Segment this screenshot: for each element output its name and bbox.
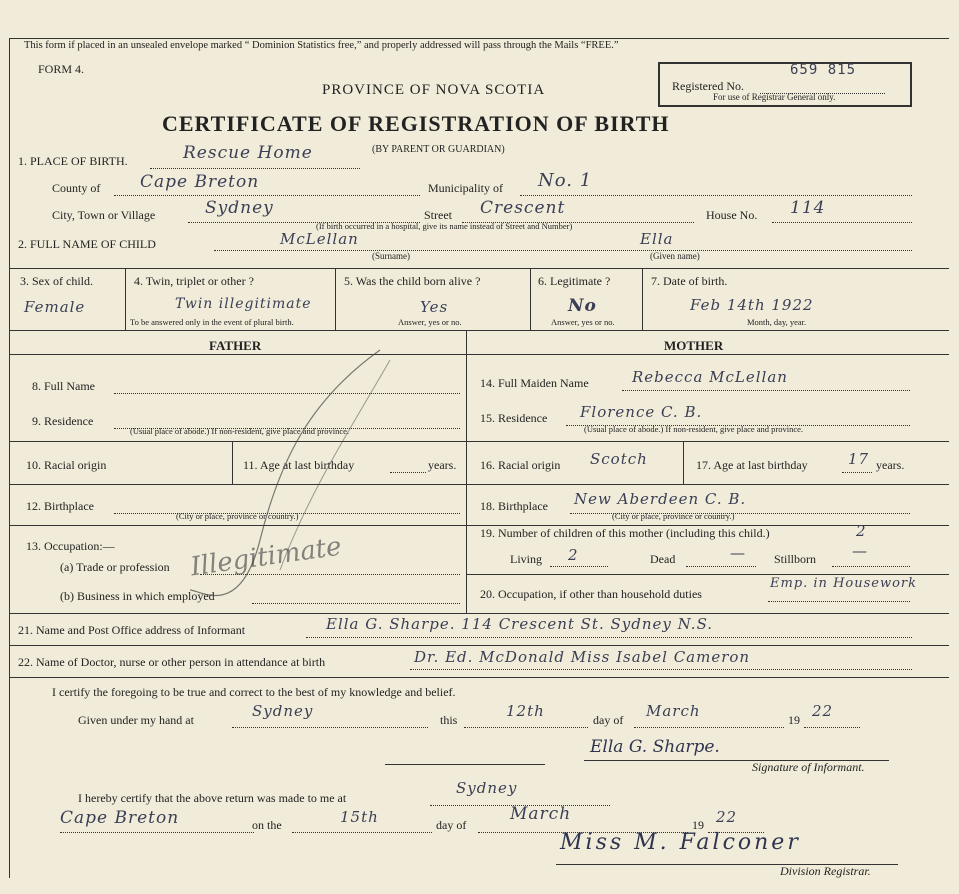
registrar-certify-text: I hereby certify that the above return was made to me at [78, 791, 347, 805]
mother-occupation-value: Emp. in Housework [770, 576, 918, 591]
father-residence-note: (Usual place of abode.) If non-resident, give place and province. [130, 426, 350, 436]
registrar-day: 15th [340, 808, 379, 826]
child-name-label: 2. FULL NAME OF CHILD [18, 237, 156, 251]
doctor-label: 22. Name of Doctor, nurse or other person in attendance at birth [18, 655, 326, 669]
municipality-value: No. 1 [538, 170, 593, 191]
row3-div3 [530, 268, 531, 330]
registrar-day-line [292, 832, 432, 833]
registrar-county-line [60, 832, 254, 833]
row3-div4 [642, 268, 643, 330]
child-given-name: Ella [640, 230, 674, 248]
illegitimate-stamp: Illegitimate [188, 531, 344, 583]
municipality-line [520, 195, 912, 196]
place-of-birth-value: Rescue Home [183, 143, 313, 163]
row3-div2 [335, 268, 336, 330]
place-of-birth-label: 1. PLACE OF BIRTH. [18, 154, 128, 168]
doctor-line [410, 669, 912, 670]
twin-note: To be answered only in the event of plural birth. [130, 317, 294, 327]
city-label: City, Town or Village [52, 208, 156, 222]
fm-divider [466, 330, 467, 613]
dead-label: Dead [650, 552, 676, 566]
father-birthplace-label: 12. Birthplace [26, 499, 94, 513]
registrar-month: March [510, 804, 572, 824]
top-border [9, 38, 949, 39]
given-month-line [634, 727, 784, 728]
living-label: Living [510, 552, 542, 566]
dayof-label-2: day of [436, 818, 467, 832]
mother-residence-label: 15. Residence [480, 411, 548, 425]
informant-label: 21. Name and Post Office address of Informant [18, 623, 246, 637]
father-scribble [160, 340, 420, 600]
row3-bottom [9, 330, 949, 331]
dead-line [686, 566, 756, 567]
section-divider [385, 764, 545, 765]
sex-label: 3. Sex of child. [20, 274, 93, 288]
given-month: March [646, 702, 701, 720]
certify-text: I certify the foregoing to be true and correct to the best of my knowledge and belief. [52, 685, 456, 699]
registered-label: Registered No. [672, 79, 744, 93]
given-caption: (Given name) [650, 251, 700, 261]
dob-value: Feb 14th 1922 [690, 296, 814, 314]
informant-value: Ella G. Sharpe. 114 Crescent St. Sydney N.S. [326, 615, 714, 633]
given-year-line [804, 727, 860, 728]
informant-signature-label: Signature of Informant. [752, 760, 865, 774]
mother-age-div [683, 441, 684, 484]
house-line [772, 222, 912, 223]
father-birthplace-note: (City or place, province or country.) [176, 511, 299, 521]
registered-number: 659 815 [790, 62, 857, 78]
legitimate-value: No [568, 296, 597, 316]
mother-age-value: 17 [848, 450, 870, 468]
mother-racial-label: 16. Racial origin [480, 458, 561, 472]
dayof-label-1: day of [593, 713, 624, 727]
doctor-top [9, 645, 949, 646]
surname-caption: (Surname) [372, 251, 410, 261]
certificate-title: CERTIFICATE OF REGISTRATION OF BIRTH [162, 111, 670, 136]
registrar-signature: Miss M. Falconer [560, 830, 801, 855]
street-label: Street [424, 208, 452, 222]
registrar-county: Cape Breton [60, 808, 180, 828]
certificate-subtitle: (BY PARENT OR GUARDIAN) [372, 144, 505, 155]
registrar-year: 22 [716, 808, 738, 826]
county-label: County of [52, 181, 101, 195]
house-value: 114 [790, 198, 826, 218]
mother-heading: MOTHER [664, 338, 724, 353]
hospital-note: (If birth occurred in a hospital, give its name instead of Street and Number) [316, 221, 573, 231]
alive-value: Yes [420, 298, 449, 316]
mother-residence-note: (Usual place of abode.) If non-resident, give place and province. [584, 424, 804, 434]
legitimate-label: 6. Legitimate ? [538, 274, 611, 288]
row3-top [9, 268, 949, 269]
left-border [9, 38, 10, 878]
legitimate-note: Answer, yes or no. [551, 317, 615, 327]
dob-note: Month, day, year. [747, 317, 807, 327]
alive-note: Answer, yes or no. [398, 317, 462, 327]
street-value: Crescent [480, 198, 566, 218]
father-trade-label: (a) Trade or profession [60, 560, 170, 574]
alive-label: 5. Was the child born alive ? [344, 274, 481, 288]
twin-label: 4. Twin, triplet or other ? [134, 274, 254, 288]
father-heading: FATHER [209, 338, 262, 353]
father-age-label: 11. Age at last birthday [243, 458, 355, 472]
city-value: Sydney [205, 198, 274, 218]
stillborn-label: Stillborn [774, 552, 817, 566]
father-residence-label: 9. Residence [32, 414, 94, 428]
father-business-label: (b) Business in which employed [60, 589, 215, 603]
form-number: FORM 4. [38, 62, 85, 76]
mother-maiden-value: Rebecca McLellan [632, 368, 788, 386]
mother-occupation-line [768, 601, 910, 602]
informant-signature: Ella G. Sharpe. [590, 737, 720, 757]
father-business-line [252, 603, 460, 604]
mother-racial-value: Scotch [590, 450, 648, 468]
mother-row-line [467, 441, 949, 442]
father-occupation-label: 13. Occupation:— [26, 539, 115, 553]
twin-value: Twin illegitimate [175, 296, 312, 312]
child-name-line [214, 250, 912, 251]
given-place-line [232, 727, 428, 728]
doctor-value: Dr. Ed. McDonald Miss Isabel Cameron [414, 648, 751, 666]
mother-residence-value: Florence C. B. [580, 403, 703, 421]
child-surname: McLellan [280, 230, 359, 248]
living-value: 2 [568, 546, 579, 564]
mother-occupation-label: 20. Occupation, if other than household duties [480, 587, 702, 601]
year-prefix-1: 19 [788, 713, 800, 727]
place-line [150, 168, 360, 169]
mother-birthplace-label: 18. Birthplace [480, 499, 548, 513]
mother-maiden-label: 14. Full Maiden Name [480, 376, 589, 390]
informant-top [9, 613, 949, 614]
father-years: years. [428, 458, 457, 472]
registrar-signature-label: Division Registrar. [780, 864, 871, 878]
mother-row-line2 [467, 484, 949, 485]
province-title: PROVINCE OF NOVA SCOTIA [322, 82, 546, 98]
this-label: this [440, 713, 458, 727]
living-line [550, 566, 608, 567]
dead-value: — [730, 544, 746, 562]
informant-line [306, 637, 912, 638]
row3-div1 [125, 268, 126, 330]
stillborn-line [832, 566, 910, 567]
county-value: Cape Breton [140, 172, 260, 192]
municipality-label: Municipality of [428, 181, 503, 195]
county-line [114, 195, 420, 196]
mother-age-label: 17. Age at last birthday [696, 458, 808, 472]
given-day: 12th [506, 702, 545, 720]
doctor-bottom [9, 677, 949, 678]
sex-value: Female [24, 298, 86, 316]
children-label: 19. Number of children of this mother (including this child.) [480, 526, 770, 540]
mother-row-line4 [467, 574, 949, 575]
mother-birthplace-value: New Aberdeen C. B. [574, 490, 747, 508]
house-label: House No. [706, 208, 758, 222]
father-name-label: 8. Full Name [32, 379, 95, 393]
mother-maiden-line [622, 390, 910, 391]
year-prefix-2: 19 [692, 818, 704, 832]
given-under-label: Given under my hand at [78, 713, 194, 727]
father-racial-label: 10. Racial origin [26, 458, 107, 472]
given-year: 22 [812, 702, 834, 720]
fm-underline-right [467, 354, 949, 355]
stillborn-value: — [852, 542, 868, 560]
mother-years: years. [876, 458, 905, 472]
mail-notice: This form if placed in an unsealed envelope marked “ Dominion Statistics free,” and properly addressed will pass through the Mails “FREE.” [24, 40, 619, 51]
given-place: Sydney [252, 702, 314, 720]
mother-birthplace-note: (City or place, province or country.) [612, 511, 735, 521]
registered-note: For use of Registrar General only. [713, 92, 836, 102]
on-the-label: on the [252, 818, 282, 832]
given-day-line [464, 727, 588, 728]
dob-label: 7. Date of birth. [651, 274, 728, 288]
mother-age-line [842, 472, 872, 473]
registrar-place: Sydney [456, 779, 518, 797]
children-value: 2 [856, 522, 867, 540]
